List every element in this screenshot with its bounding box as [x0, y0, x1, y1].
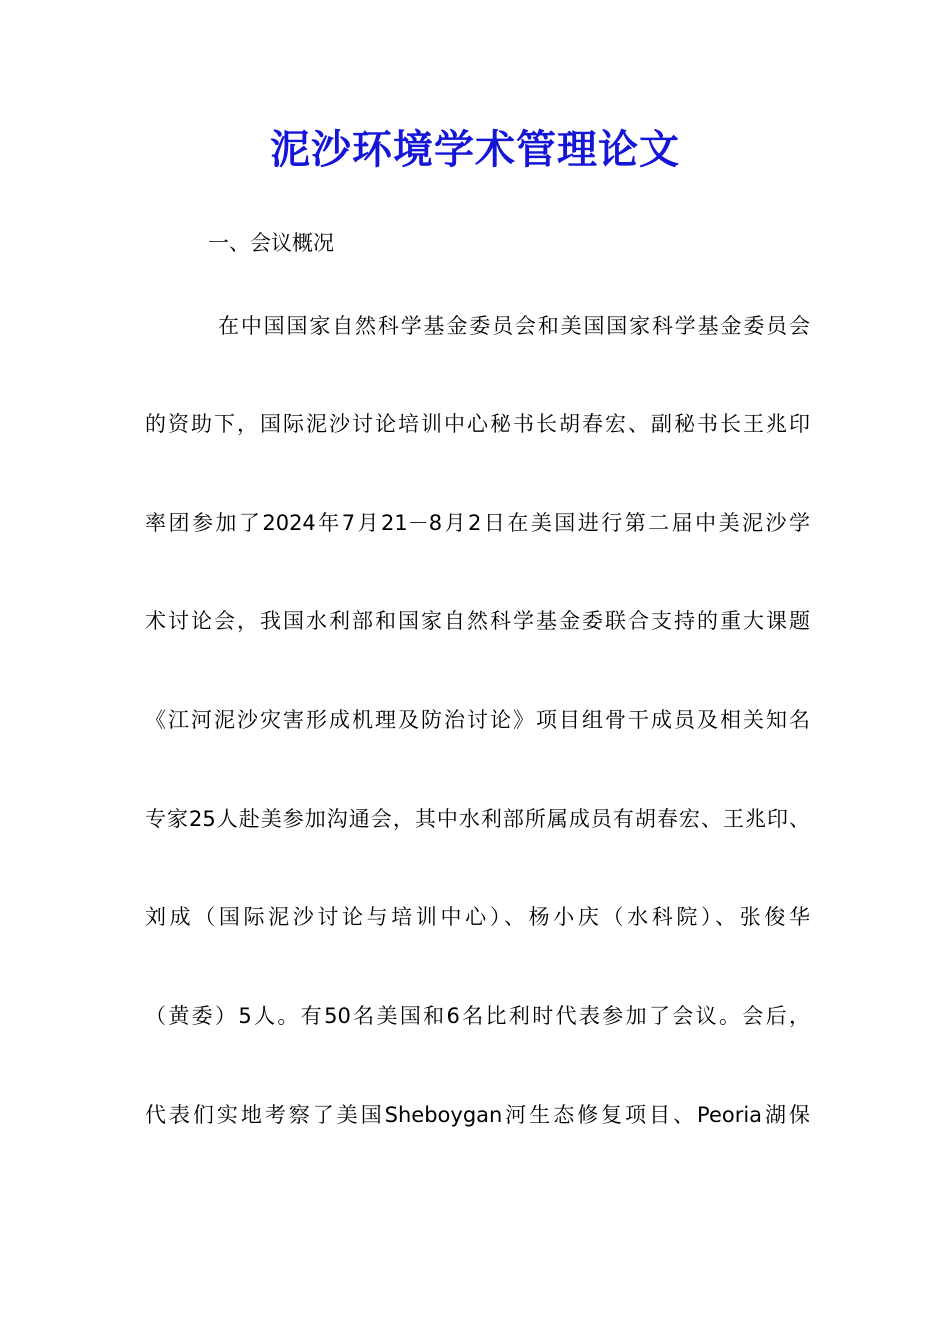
section-heading: 一、会议概况 [208, 231, 334, 255]
document-title: 泥沙环境学术管理论文 [270, 126, 680, 173]
paragraph-line: （黄委）5人。有50名美国和6名比利时代表参加了会议。会后， [145, 1004, 810, 1028]
paragraph-line: 的资助下，国际泥沙讨论培训中心秘书长胡春宏、副秘书长王兆印 [145, 412, 810, 436]
paragraph-line: 代表们实地考察了美国Sheboygan河生态修复项目、Peoria湖保 [145, 1103, 810, 1127]
paragraph-line: 《江河泥沙灾害形成机理及防治讨论》项目组骨干成员及相关知名 [145, 708, 810, 732]
paragraph-line: 术讨论会，我国水利部和国家自然科学基金委联合支持的重大课题 [145, 609, 810, 633]
paragraph-line: 在中国国家自然科学基金委员会和美国国家科学基金委员会 [218, 314, 810, 338]
paragraph-line: 刘成（国际泥沙讨论与培训中心）、杨小庆（水科院）、张俊华 [145, 905, 810, 929]
paragraph-line: 率团参加了2024年7月21－8月2日在美国进行第二届中美泥沙学 [145, 511, 810, 535]
paragraph-line: 专家25人赴美参加沟通会，其中水利部所属成员有胡春宏、王兆印、 [145, 807, 810, 831]
